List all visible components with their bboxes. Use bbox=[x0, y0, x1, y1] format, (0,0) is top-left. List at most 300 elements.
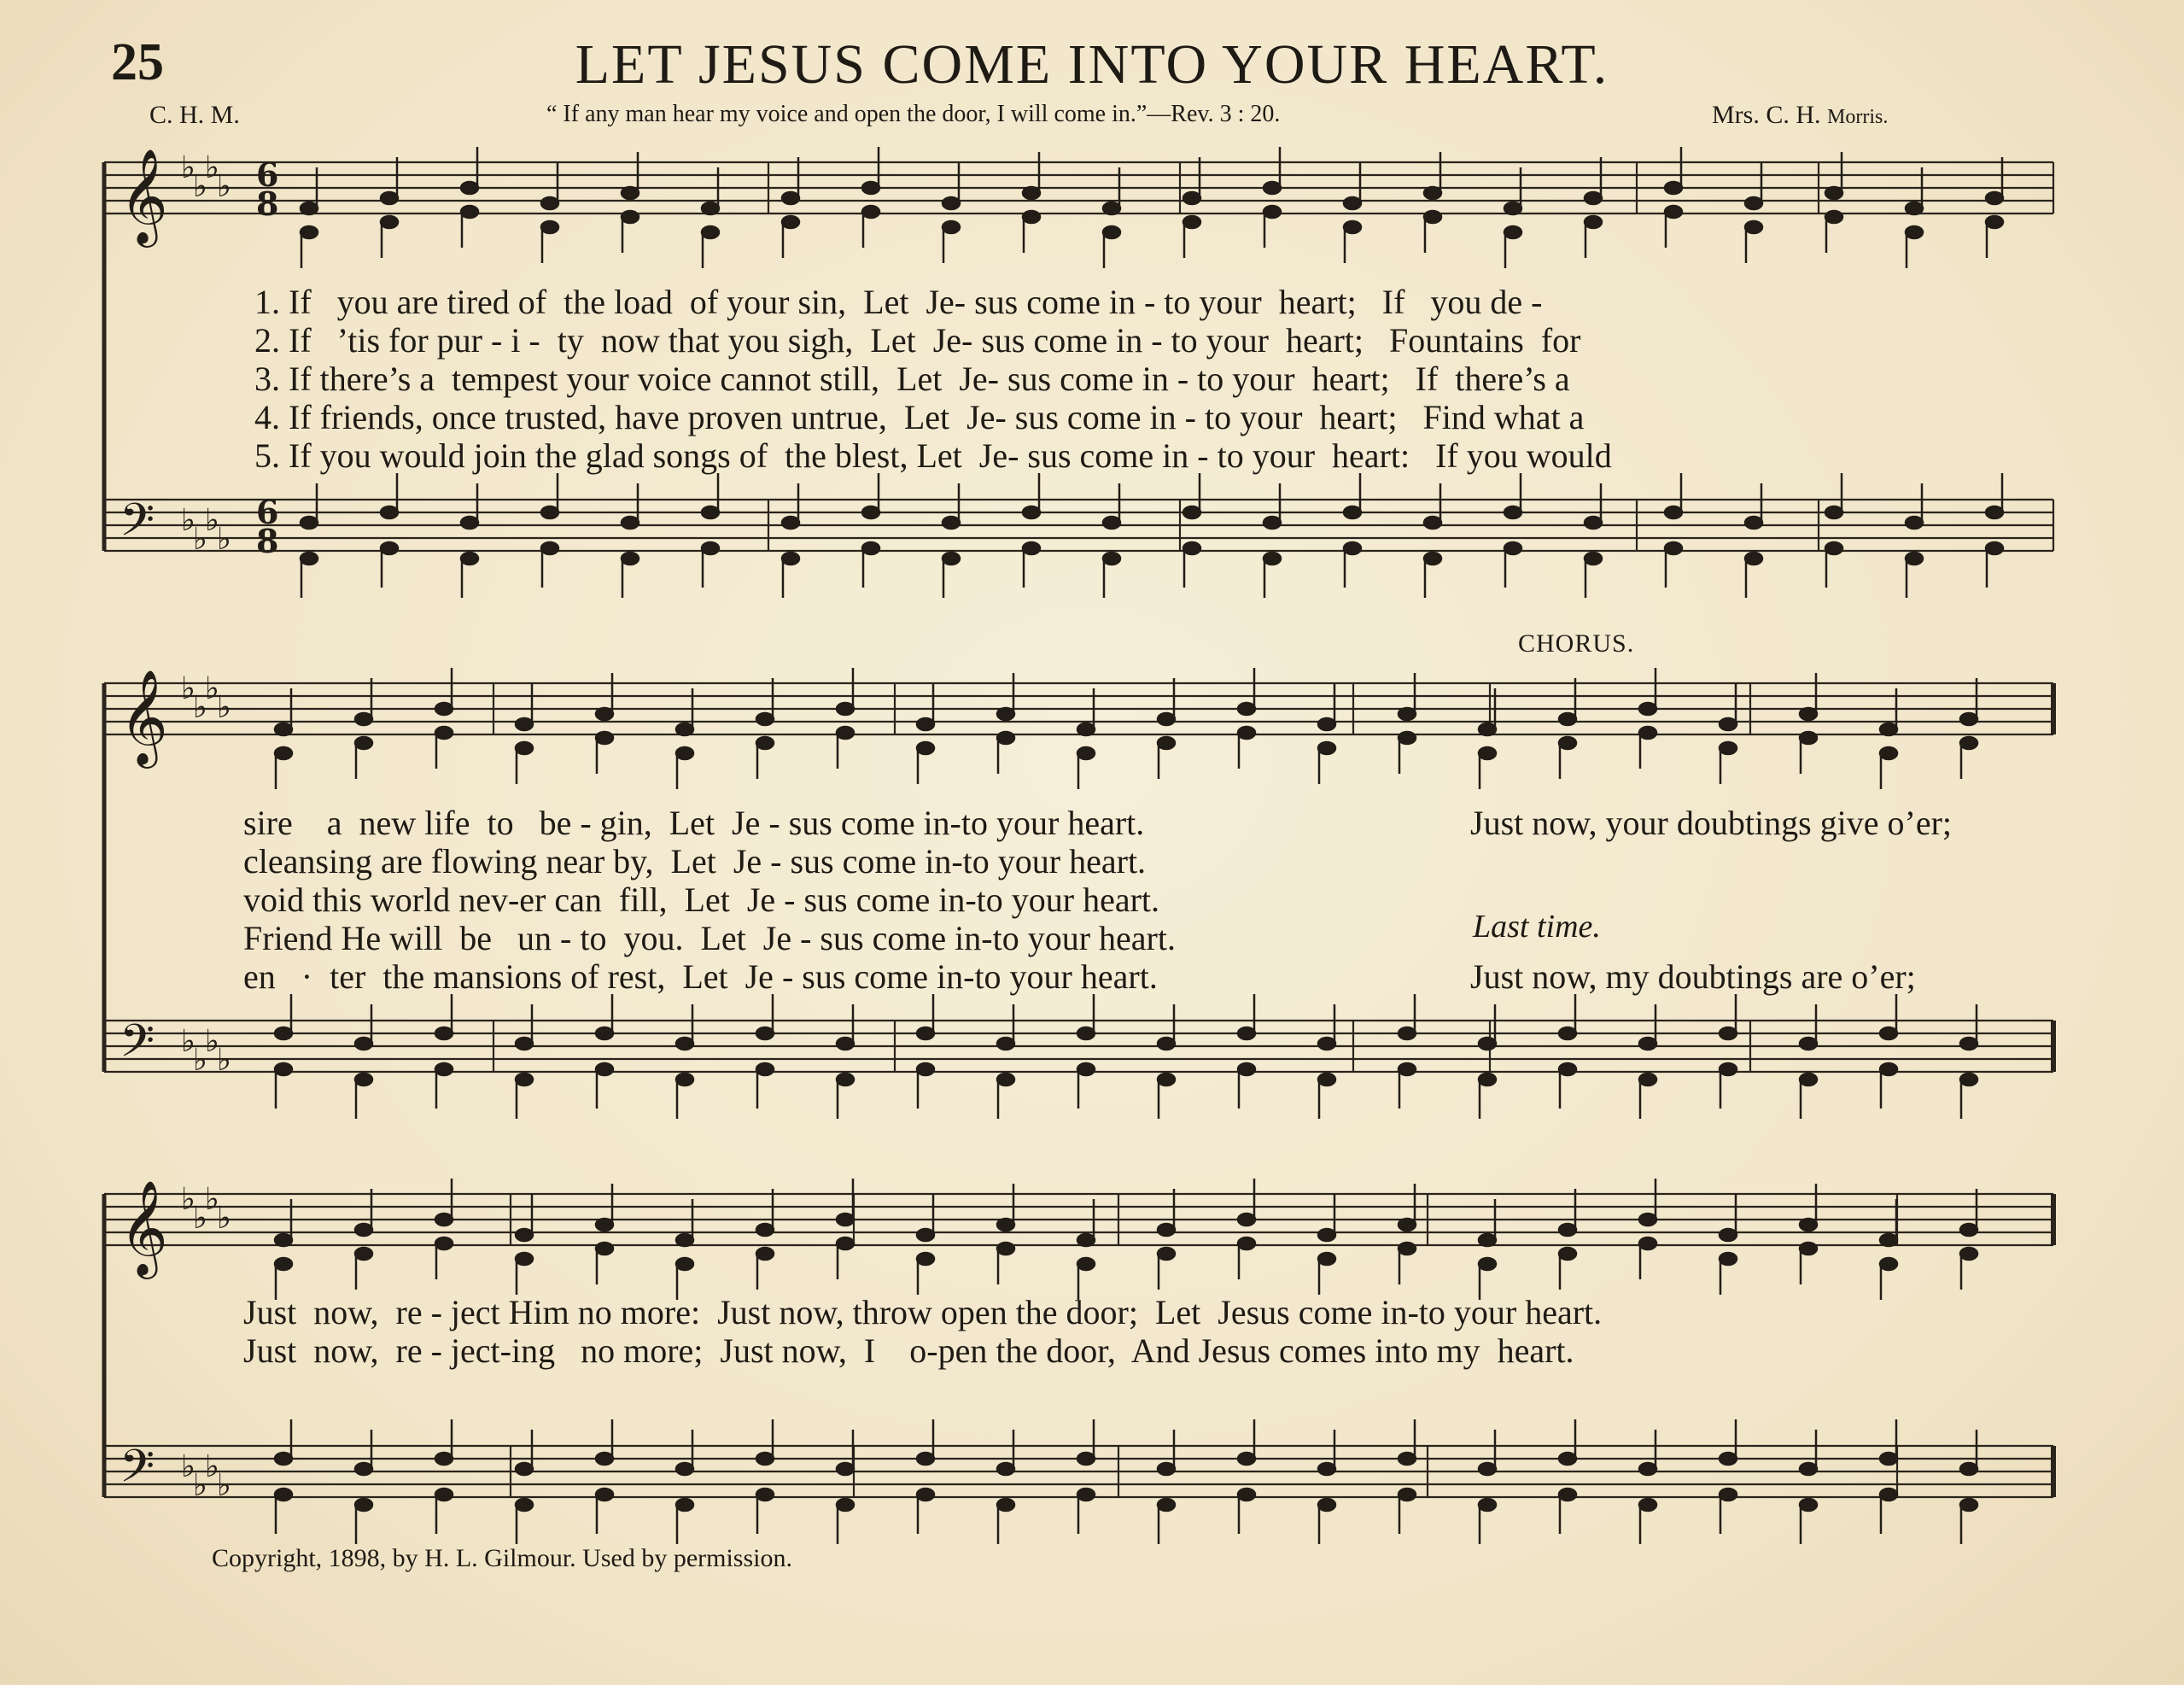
flat-icon: ♭ bbox=[181, 1024, 196, 1059]
note-head bbox=[275, 747, 292, 759]
note-head bbox=[1639, 1074, 1656, 1085]
note-head bbox=[1479, 1234, 1496, 1246]
flat-icon: ♭ bbox=[193, 1043, 207, 1078]
note-head bbox=[1880, 1258, 1897, 1270]
verse-4-line-2: Friend He will be un - to you. Let Je - sus come in-to your heart. bbox=[243, 919, 1176, 957]
note-head bbox=[1504, 202, 1521, 214]
verse-3-line-1: 3. If there’s a tempest your voice cannot still, Let Je- sus come in - to your heart; If there’s a bbox=[254, 360, 1570, 398]
note-head bbox=[541, 221, 558, 233]
note-head bbox=[676, 1234, 693, 1246]
note-head bbox=[1720, 1229, 1737, 1241]
note-head bbox=[1960, 737, 1977, 749]
note-head bbox=[1504, 506, 1521, 518]
bass-clef-icon: 𝄢 bbox=[120, 1441, 155, 1504]
note-head bbox=[1585, 216, 1602, 228]
note-head bbox=[1318, 1074, 1335, 1085]
note-head bbox=[1559, 1063, 1576, 1075]
note-head bbox=[1745, 517, 1762, 529]
hymn-number: 25 bbox=[111, 33, 164, 91]
note-head bbox=[1158, 1499, 1175, 1511]
note-head bbox=[1158, 1038, 1175, 1050]
note-head bbox=[997, 708, 1014, 720]
note-head bbox=[1318, 742, 1335, 754]
chorus-label: CHORUS. bbox=[1518, 629, 1635, 658]
note-head bbox=[596, 708, 613, 720]
note-head bbox=[837, 1214, 854, 1226]
note-head bbox=[541, 542, 558, 554]
note-head bbox=[837, 1074, 854, 1085]
note-head bbox=[702, 542, 719, 554]
note-head bbox=[596, 732, 613, 744]
note-head bbox=[917, 1253, 934, 1265]
note-head bbox=[1504, 542, 1521, 554]
note-head bbox=[702, 506, 719, 518]
note-head bbox=[355, 737, 372, 749]
note-head bbox=[1158, 1463, 1175, 1475]
note-head bbox=[275, 1234, 292, 1246]
note-head bbox=[1986, 542, 2003, 554]
flat-icon: ♭ bbox=[193, 1201, 207, 1236]
note-head bbox=[1800, 708, 1817, 720]
note-head bbox=[1103, 517, 1120, 529]
note-head bbox=[1559, 737, 1576, 749]
note-head bbox=[355, 1074, 372, 1085]
flat-icon: ♭ bbox=[205, 503, 219, 538]
note-head bbox=[1800, 1499, 1817, 1511]
note-head bbox=[917, 1453, 934, 1465]
note-head bbox=[1825, 506, 1842, 518]
flat-icon: ♭ bbox=[181, 503, 196, 538]
note-head bbox=[1745, 197, 1762, 209]
note-head bbox=[1800, 1463, 1817, 1475]
note-head bbox=[756, 1027, 774, 1039]
note-head bbox=[997, 1074, 1014, 1085]
note-head bbox=[516, 742, 533, 754]
note-head bbox=[1183, 192, 1200, 204]
note-head bbox=[1264, 517, 1281, 529]
note-head bbox=[1183, 506, 1200, 518]
note-head bbox=[435, 1237, 453, 1249]
note-head bbox=[756, 1453, 774, 1465]
note-head bbox=[1318, 1463, 1335, 1475]
note-head bbox=[516, 1074, 533, 1085]
note-head bbox=[622, 517, 639, 529]
note-head bbox=[1960, 1463, 1977, 1475]
note-head bbox=[461, 517, 478, 529]
note-head bbox=[1103, 226, 1120, 238]
note-head bbox=[1399, 708, 1416, 720]
treble-clef-icon: 𝄞 bbox=[120, 1179, 168, 1275]
verse-1-line-1: 1. If you are tired of the load of your sin, Let Je- sus come in - to your heart; If you de - bbox=[254, 283, 1543, 321]
flat-icon: ♭ bbox=[217, 169, 231, 204]
note-head bbox=[1479, 1258, 1496, 1270]
time-signature: 6 bbox=[256, 493, 279, 531]
note-head bbox=[1639, 727, 1656, 739]
note-head bbox=[997, 1038, 1014, 1050]
note-head bbox=[1559, 1224, 1576, 1236]
note-head bbox=[355, 1463, 372, 1475]
note-head bbox=[837, 1499, 854, 1511]
note-head bbox=[1639, 703, 1656, 715]
flat-icon: ♭ bbox=[181, 671, 196, 706]
note-head bbox=[355, 1499, 372, 1511]
note-head bbox=[1238, 1027, 1255, 1039]
note-head bbox=[676, 1074, 693, 1085]
note-head bbox=[676, 1499, 693, 1511]
note-head bbox=[837, 1237, 854, 1249]
note-head bbox=[1906, 517, 1923, 529]
flat-icon: ♭ bbox=[193, 522, 207, 557]
copyright-notice: Copyright, 1898, by H. L. Gilmour. Used by permission. bbox=[212, 1544, 792, 1572]
note-head bbox=[1183, 216, 1200, 228]
note-head bbox=[1960, 1224, 1977, 1236]
note-head bbox=[435, 1063, 453, 1075]
note-head bbox=[1238, 1489, 1255, 1501]
verse-2-line-1: 2. If ’tis for pur - i - ty now that you sigh, Let Je- sus come in - to your heart; Fountains for bbox=[254, 321, 1581, 360]
note-head bbox=[1720, 1027, 1737, 1039]
note-head bbox=[1479, 1038, 1496, 1050]
note-head bbox=[1077, 1027, 1095, 1039]
note-head bbox=[782, 517, 799, 529]
note-head bbox=[1318, 1499, 1335, 1511]
note-head bbox=[1960, 1248, 1977, 1260]
bass-clef-icon: 𝄢 bbox=[120, 1015, 155, 1079]
note-head bbox=[837, 1463, 854, 1475]
note-head bbox=[862, 206, 879, 218]
note-head bbox=[1399, 1243, 1416, 1255]
note-head bbox=[461, 182, 478, 194]
composer-prefix: Mrs. C. H. bbox=[1712, 101, 1828, 129]
chorus-line-1-last-time: Just now, my doubtings are o’er; bbox=[1470, 957, 1916, 996]
flat-icon: ♭ bbox=[181, 1182, 196, 1217]
note-head bbox=[435, 727, 453, 739]
note-head bbox=[1559, 1453, 1576, 1465]
note-head bbox=[1880, 1027, 1897, 1039]
note-head bbox=[943, 553, 960, 565]
hymn-title: LET JESUS COME INTO YOUR HEART. bbox=[575, 33, 1609, 96]
note-head bbox=[1023, 187, 1040, 199]
note-head bbox=[1960, 1074, 1977, 1085]
note-head bbox=[596, 1453, 613, 1465]
note-head bbox=[1238, 1237, 1255, 1249]
flat-icon: ♭ bbox=[217, 1043, 231, 1078]
note-head bbox=[1318, 1038, 1335, 1050]
note-head bbox=[461, 553, 478, 565]
note-head bbox=[301, 553, 318, 565]
meter-initials: C. H. M. bbox=[149, 101, 240, 129]
note-head bbox=[917, 1229, 934, 1241]
note-head bbox=[355, 1248, 372, 1260]
note-head bbox=[1399, 1063, 1416, 1075]
note-head bbox=[1880, 723, 1897, 735]
note-head bbox=[1639, 1214, 1656, 1226]
note-head bbox=[1800, 1219, 1817, 1231]
note-head bbox=[1399, 1453, 1416, 1465]
note-head bbox=[1800, 1243, 1817, 1255]
note-head bbox=[676, 1463, 693, 1475]
note-head bbox=[1825, 211, 1842, 223]
note-head bbox=[1504, 226, 1521, 238]
note-head bbox=[917, 718, 934, 730]
note-head bbox=[862, 506, 879, 518]
note-head bbox=[1585, 553, 1602, 565]
note-head bbox=[1318, 718, 1335, 730]
note-head bbox=[1479, 1499, 1496, 1511]
note-head bbox=[1986, 216, 2003, 228]
note-head bbox=[1318, 1253, 1335, 1265]
note-head bbox=[1559, 1248, 1576, 1260]
verse-4-line-1: 4. If friends, once trusted, have proven untrue, Let Je- sus come in - to your heart; Find what a bbox=[254, 398, 1585, 436]
note-head bbox=[1906, 226, 1923, 238]
flat-icon: ♭ bbox=[205, 1182, 219, 1217]
note-head bbox=[355, 1038, 372, 1050]
composer-surname: Morris. bbox=[1827, 106, 1889, 128]
note-head bbox=[676, 1038, 693, 1050]
note-head bbox=[1800, 1038, 1817, 1050]
note-head bbox=[1639, 1499, 1656, 1511]
note-head bbox=[1665, 182, 1682, 194]
note-head bbox=[381, 216, 398, 228]
note-head bbox=[516, 718, 533, 730]
note-head bbox=[1665, 542, 1682, 554]
note-head bbox=[997, 1463, 1014, 1475]
note-head bbox=[837, 1038, 854, 1050]
note-head bbox=[862, 182, 879, 194]
note-head bbox=[596, 1219, 613, 1231]
note-head bbox=[1077, 723, 1095, 735]
flat-icon: ♭ bbox=[205, 671, 219, 706]
note-head bbox=[1023, 506, 1040, 518]
note-head bbox=[381, 506, 398, 518]
note-head bbox=[676, 747, 693, 759]
note-head bbox=[1479, 723, 1496, 735]
note-head bbox=[702, 226, 719, 238]
note-head bbox=[1880, 1489, 1897, 1501]
note-head bbox=[1103, 202, 1120, 214]
note-head bbox=[1720, 1253, 1737, 1265]
note-head bbox=[1745, 221, 1762, 233]
note-head bbox=[997, 1499, 1014, 1511]
note-head bbox=[1906, 202, 1923, 214]
note-head bbox=[1720, 1063, 1737, 1075]
note-head bbox=[1825, 542, 1842, 554]
flat-icon: ♭ bbox=[205, 1024, 219, 1059]
note-head bbox=[917, 1489, 934, 1501]
note-head bbox=[275, 1063, 292, 1075]
note-head bbox=[756, 1489, 774, 1501]
note-head bbox=[756, 1224, 774, 1236]
note-head bbox=[1720, 1453, 1737, 1465]
note-head bbox=[943, 221, 960, 233]
note-head bbox=[516, 1463, 533, 1475]
note-head bbox=[381, 542, 398, 554]
note-head bbox=[1264, 206, 1281, 218]
flat-icon: ♭ bbox=[205, 1449, 219, 1484]
flat-icon: ♭ bbox=[193, 169, 207, 204]
note-head bbox=[516, 1229, 533, 1241]
flat-icon: ♭ bbox=[217, 1468, 231, 1503]
note-head bbox=[461, 206, 478, 218]
note-head bbox=[1238, 727, 1255, 739]
note-head bbox=[1158, 737, 1175, 749]
note-head bbox=[676, 1258, 693, 1270]
time-signature: 6 bbox=[256, 155, 279, 194]
note-head bbox=[435, 1453, 453, 1465]
note-head bbox=[862, 542, 879, 554]
note-head bbox=[917, 1063, 934, 1075]
note-head bbox=[1424, 211, 1441, 223]
note-head bbox=[1639, 1038, 1656, 1050]
note-head bbox=[1720, 742, 1737, 754]
note-head bbox=[435, 1027, 453, 1039]
note-head bbox=[1238, 1063, 1255, 1075]
note-head bbox=[1639, 1463, 1656, 1475]
note-head bbox=[782, 192, 799, 204]
note-head bbox=[1880, 1234, 1897, 1246]
treble-clef-icon: 𝄞 bbox=[120, 669, 168, 764]
note-head bbox=[1077, 1489, 1095, 1501]
note-head bbox=[1585, 517, 1602, 529]
note-head bbox=[622, 553, 639, 565]
note-head bbox=[596, 1063, 613, 1075]
note-head bbox=[516, 1499, 533, 1511]
note-head bbox=[1077, 1234, 1095, 1246]
scripture-quote: “ If any man hear my voice and open the door, I will come in.”—Rev. 3 : 20. bbox=[546, 101, 1281, 127]
note-head bbox=[275, 1453, 292, 1465]
note-head bbox=[541, 506, 558, 518]
note-head bbox=[1800, 1074, 1817, 1085]
note-head bbox=[1424, 553, 1441, 565]
note-head bbox=[541, 197, 558, 209]
note-head bbox=[596, 1489, 613, 1501]
note-head bbox=[676, 723, 693, 735]
note-head bbox=[1986, 192, 2003, 204]
note-head bbox=[1479, 1074, 1496, 1085]
flat-icon: ♭ bbox=[181, 150, 196, 185]
verse-5-line-2: en · ter the mansions of rest, Let Je - sus come in-to your heart. bbox=[243, 957, 1158, 996]
note-head bbox=[435, 1214, 453, 1226]
note-head bbox=[997, 1219, 1014, 1231]
note-head bbox=[1399, 1219, 1416, 1231]
note-head bbox=[516, 1038, 533, 1050]
flat-icon: ♭ bbox=[193, 690, 207, 725]
note-head bbox=[1559, 1489, 1576, 1501]
note-head bbox=[596, 1243, 613, 1255]
note-head bbox=[516, 1253, 533, 1265]
note-head bbox=[1479, 1463, 1496, 1475]
note-head bbox=[1424, 187, 1441, 199]
note-head bbox=[1344, 197, 1361, 209]
note-head bbox=[1238, 1453, 1255, 1465]
note-head bbox=[1238, 703, 1255, 715]
note-head bbox=[435, 1489, 453, 1501]
note-head bbox=[1158, 713, 1175, 725]
note-head bbox=[1158, 1248, 1175, 1260]
note-head bbox=[1424, 517, 1441, 529]
flat-icon: ♭ bbox=[205, 150, 219, 185]
flat-icon: ♭ bbox=[217, 522, 231, 557]
note-head bbox=[1238, 1214, 1255, 1226]
note-head bbox=[1399, 1489, 1416, 1501]
note-head bbox=[1745, 553, 1762, 565]
note-head bbox=[1800, 732, 1817, 744]
note-head bbox=[1960, 713, 1977, 725]
note-head bbox=[301, 226, 318, 238]
note-head bbox=[1880, 747, 1897, 759]
note-head bbox=[943, 197, 960, 209]
note-head bbox=[997, 1243, 1014, 1255]
note-head bbox=[917, 742, 934, 754]
note-head bbox=[1183, 542, 1200, 554]
note-head bbox=[275, 1258, 292, 1270]
note-head bbox=[1103, 553, 1120, 565]
verse-3-line-2: void this world nev-er can fill, Let Je - sus come in-to your heart. bbox=[243, 881, 1160, 919]
note-head bbox=[1665, 506, 1682, 518]
time-signature: 8 bbox=[256, 522, 279, 560]
treble-clef-icon: 𝄞 bbox=[120, 148, 168, 243]
note-head bbox=[622, 211, 639, 223]
note-head bbox=[1665, 206, 1682, 218]
note-head bbox=[275, 1489, 292, 1501]
note-head bbox=[1399, 732, 1416, 744]
chorus-line-1: Just now, your doubtings give o’er; bbox=[1470, 804, 1953, 842]
note-head bbox=[1559, 1027, 1576, 1039]
note-head bbox=[1158, 1074, 1175, 1085]
note-head bbox=[622, 187, 639, 199]
note-head bbox=[596, 1027, 613, 1039]
note-head bbox=[756, 737, 774, 749]
note-head bbox=[1077, 747, 1095, 759]
time-signature: 8 bbox=[256, 184, 279, 223]
note-head bbox=[1986, 506, 2003, 518]
note-head bbox=[756, 1063, 774, 1075]
note-head bbox=[1880, 1453, 1897, 1465]
bass-clef-icon: 𝄢 bbox=[120, 494, 155, 558]
note-head bbox=[355, 713, 372, 725]
note-head bbox=[1318, 1229, 1335, 1241]
note-head bbox=[1264, 553, 1281, 565]
verse-1-line-2: sire a new life to be - gin, Let Je - sus come in-to your heart. bbox=[243, 804, 1145, 842]
note-head bbox=[1077, 1063, 1095, 1075]
note-head bbox=[756, 1248, 774, 1260]
verse-5-line-1: 5. If you would join the glad songs of the blest, Let Je- sus come in - to your heart: If you would bbox=[254, 436, 1612, 475]
note-head bbox=[702, 202, 719, 214]
note-head bbox=[782, 216, 799, 228]
note-head bbox=[1264, 182, 1281, 194]
note-head bbox=[1639, 1237, 1656, 1249]
note-head bbox=[1344, 542, 1361, 554]
note-head bbox=[1585, 192, 1602, 204]
note-head bbox=[1720, 718, 1737, 730]
last-time-marking: Last time. bbox=[1473, 909, 1601, 945]
note-head bbox=[1344, 506, 1361, 518]
chorus-line-2: Just now, re - ject Him no more: Just now, throw open the door; Let Jesus come in-to your heart. bbox=[243, 1293, 1603, 1331]
flat-icon: ♭ bbox=[217, 690, 231, 725]
note-head bbox=[1906, 553, 1923, 565]
note-head bbox=[275, 1027, 292, 1039]
note-head bbox=[275, 723, 292, 735]
note-head bbox=[756, 713, 774, 725]
note-head bbox=[301, 517, 318, 529]
verse-2-line-2: cleansing are flowing near by, Let Je - sus come in-to your heart. bbox=[243, 842, 1147, 881]
note-head bbox=[1960, 1499, 1977, 1511]
note-head bbox=[381, 192, 398, 204]
note-head bbox=[1077, 1453, 1095, 1465]
note-head bbox=[1023, 211, 1040, 223]
note-head bbox=[997, 732, 1014, 744]
note-head bbox=[301, 202, 318, 214]
note-head bbox=[435, 703, 453, 715]
